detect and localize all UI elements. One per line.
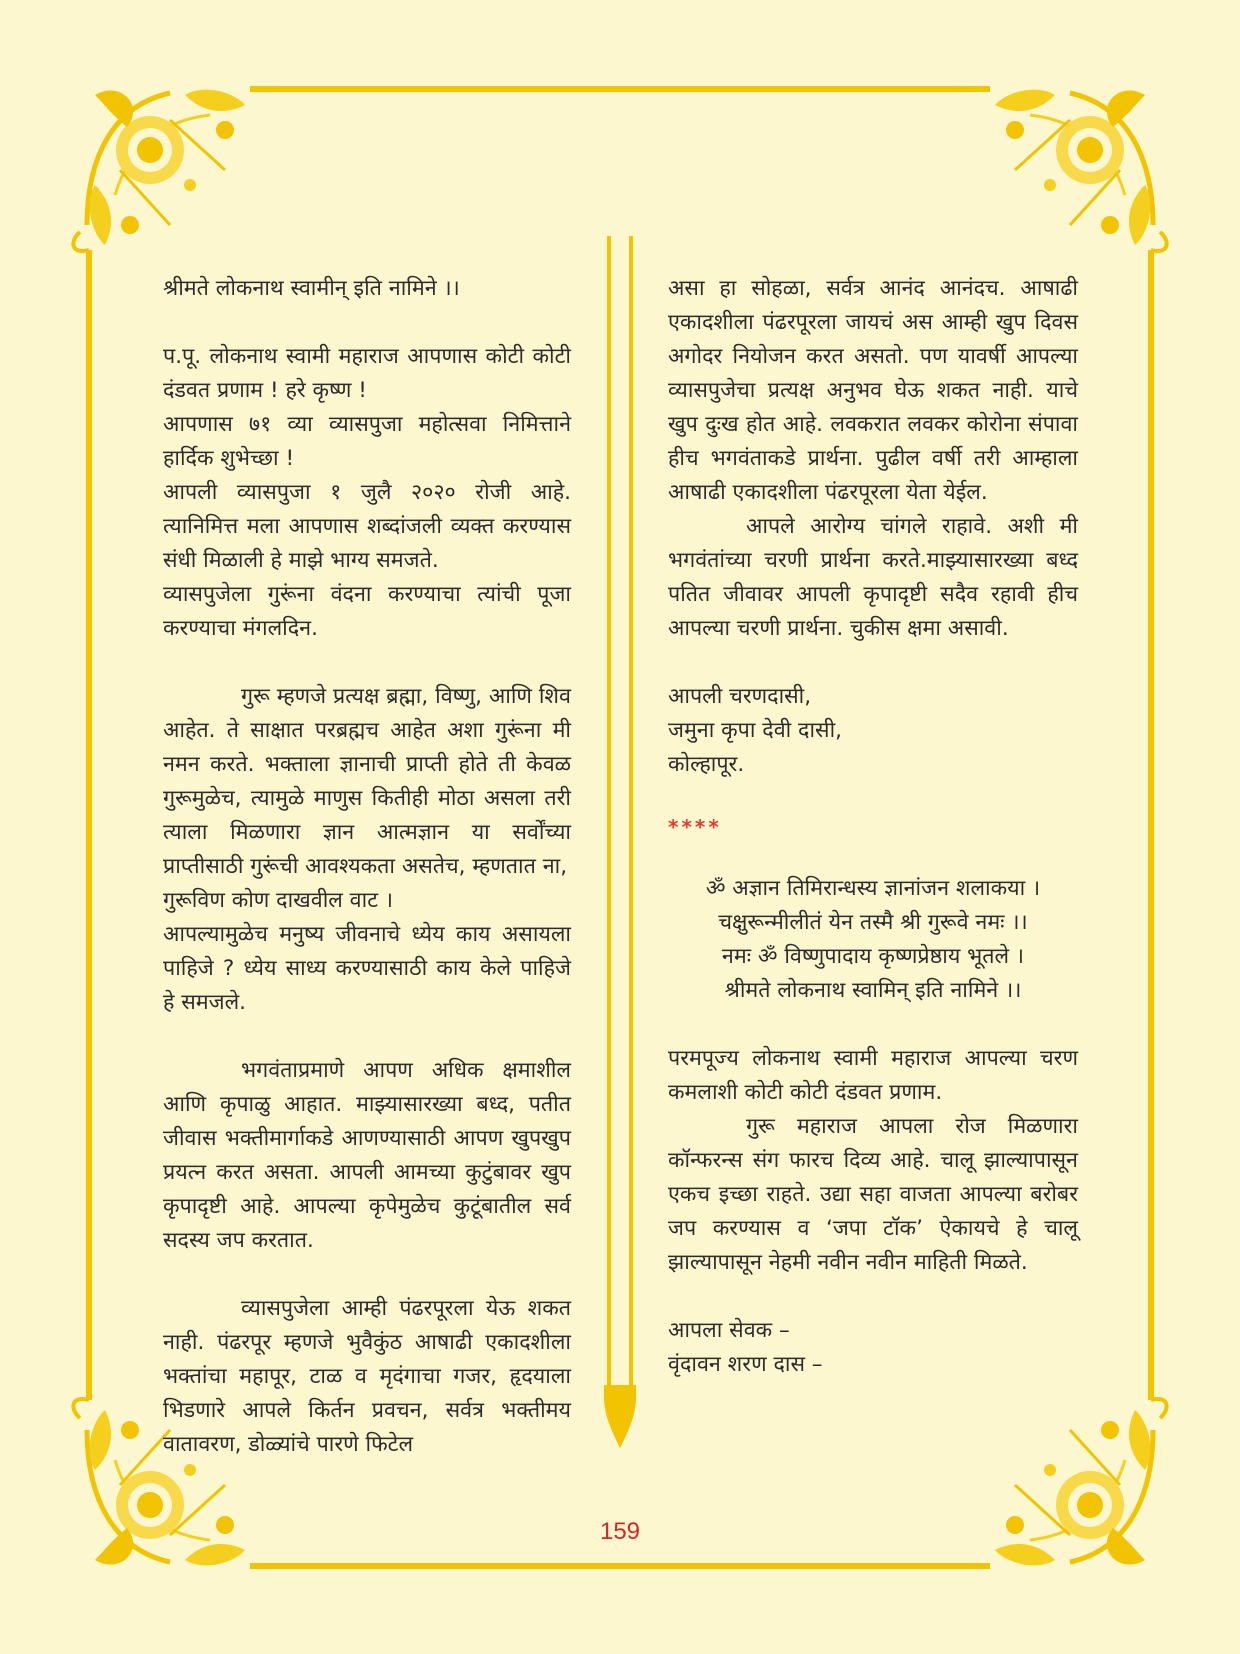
signature-line: वृंदावन शरण दास –	[668, 1352, 823, 1377]
greeting-paragraph: प.पू. लोकनाथ स्वामी महाराज आपणास कोटी कोटी दंडवत प्रणाम ! हरे कृष्ण !	[163, 344, 571, 403]
signature-line: जमुना कृपा देवी दासी,	[668, 718, 842, 743]
guru-paragraph: गुरू म्हणजे प्रत्यक्ष ब्रह्मा, विष्णु, आणि शिव आहेत. ते साक्षात परब्रह्मच आहेत अशा गुरूंना मी नमन करते. भक्ताला ज्ञानाची प्राप्ती होते ती केवळ गुरूमुळेच, त्यामुळे माणुस कितीही मोठा असला तरी त्याला मिळणारा ज्ञान आत्मज्ञान या सर्वोंच्या प्राप्तीसाठी गुरूंची आवश्यकता असतेच, म्हणतात ना,	[163, 684, 571, 879]
verse-line: ॐ अज्ञान तिमिरान्धस्य ज्ञानांजन शलाकया ।	[705, 876, 1041, 901]
life-goal-paragraph: आपल्यामुळेच मनुष्य जीवनाचे ध्येय काय असायला पाहिजे ? ध्येय साध्य करण्यासाठी काय केले पाहिजे हे समजले.	[163, 922, 571, 1015]
pandharpur-paragraph: व्यासपुजेला आम्ही पंढरपूरला येऊ शकत नाही. पंढरपूर म्हणजे भुवैकुंठ आषाढी एकादशीला भक्तांचा महापूर, टाळ व मृदंगाचा गजर, हृदयाला भिडणारे आपले किर्तन प्रवचन, सर्वत्र भक्तीमय वातावरण, डोळ्यांचे पारणे फिटेल	[163, 1296, 571, 1457]
floral-corner-ornament-icon	[995, 90, 1153, 245]
signature-block-2	[668, 1314, 1078, 1382]
festival-paragraph: असा हा सोहळा, सर्वत्र आनंद आनंदच. आषाढी एकादशीला पंढरपूरला जायचं अस आम्ही खुप दिवस अगोदर नियोजन करत असतो. पण यावर्षी आपल्या व्यासपुजेचा प्रत्यक्ष अनुभव घेऊ शकत नाही. याचे खुप दुःख होत आहे. लवकरात लवकर कोरोना संपावा हीच भगवंताकडे प्रार्थना. पुढील वर्षी तरी आम्हाला आषाढी एकादशीला पंढरपूरला येता येईल.	[668, 276, 1078, 505]
invocation-line: श्रीमते लोकनाथ स्वामीन् इति नामिने ।।	[163, 276, 460, 301]
section-separator-stars: ****	[668, 815, 722, 839]
verse-line: नमः ॐ विष्णुपादाय कृष्णप्रेष्ठाय भूतले ।	[721, 944, 1025, 969]
verse-line: श्रीमते लोकनाथ स्वामिन् इति नामिने ।।	[724, 978, 1022, 1003]
right-column	[668, 272, 1078, 1382]
page-number: 159	[599, 1518, 641, 1545]
signature-block-1	[668, 680, 1078, 782]
verse-line: चक्षुरून्मीलीतं येन तस्मै श्री गुरूवे नमः ।।	[718, 910, 1028, 935]
obeisance-paragraph: परमपूज्य लोकनाथ स्वामी महाराज आपल्या चरण कमलाशी कोटी कोटी दंडवत प्रणाम.	[668, 1046, 1078, 1105]
signature-line: आपली चरणदासी,	[668, 684, 812, 709]
conference-paragraph: गुरू महाराज आपला रोज मिळणारा कॉन्फरन्स संग फारच दिव्य आहे. चालू झाल्यापासून एकच इच्छा राहते. उद्या सहा वाजता आपल्या बरोबर जप करण्यास व ‘जपा टॉक’ ऐकायचे हे चालू झाल्यापासून नेहमी नवीन नवीन माहिती मिळते.	[668, 1114, 1078, 1275]
drop-finial-icon	[604, 1385, 636, 1448]
floral-corner-ornament-icon	[87, 90, 245, 245]
signature-line: आपला सेवक –	[668, 1318, 790, 1343]
sanskrit-verse	[668, 872, 1078, 1008]
guru-quote-line: गुरूविण कोण दाखवील वाट ।	[163, 888, 394, 913]
prayer-paragraph: आपले आरोग्य चांगले राहावे. अशी मी भगवंतांच्या चरणी प्रार्थना करते.माझ्यासारख्या बध्द पतित जीवावर आपली कृपादृष्टी सदैव रहावी हीच आपल्या चरणी प्रार्थना. चुकीस क्षमा असावी.	[668, 514, 1078, 641]
date-paragraph: आपली व्यासपुजा १ जुलै २०२० रोजी आहे. त्यानिमित्त मला आपणास शब्दांजली व्यक्त करण्यास संधी मिळाली हे माझे भाग्य समजते.	[163, 480, 571, 573]
wishes-paragraph: आपणास ७१ व्या व्यासपुजा महोत्सवा निमित्ताने हार्दिक शुभेच्छा !	[163, 412, 571, 471]
vyasapuja-paragraph: व्यासपुजेला गुरूंना वंदना करण्याचा त्यांची पूजा करण्याचा मंगलदिन.	[163, 582, 571, 641]
mercy-paragraph: भगवंताप्रमाणे आपण अधिक क्षमाशील आणि कृपाळु आहात. माझ्यासारख्या बध्द, पतीत जीवास भक्तीमार्गाकडे आणण्यासाठी आपण खुपखुप प्रयत्न करत असता. आपली आमच्या कुटुंबावर खुप कृपादृष्टी आहे. आपल्या कृपेमुळेच कुटूंबातील सर्व सदस्य जप करतात.	[163, 1058, 571, 1253]
left-column	[163, 272, 571, 1462]
signature-line: कोल्हापूर.	[668, 752, 745, 777]
